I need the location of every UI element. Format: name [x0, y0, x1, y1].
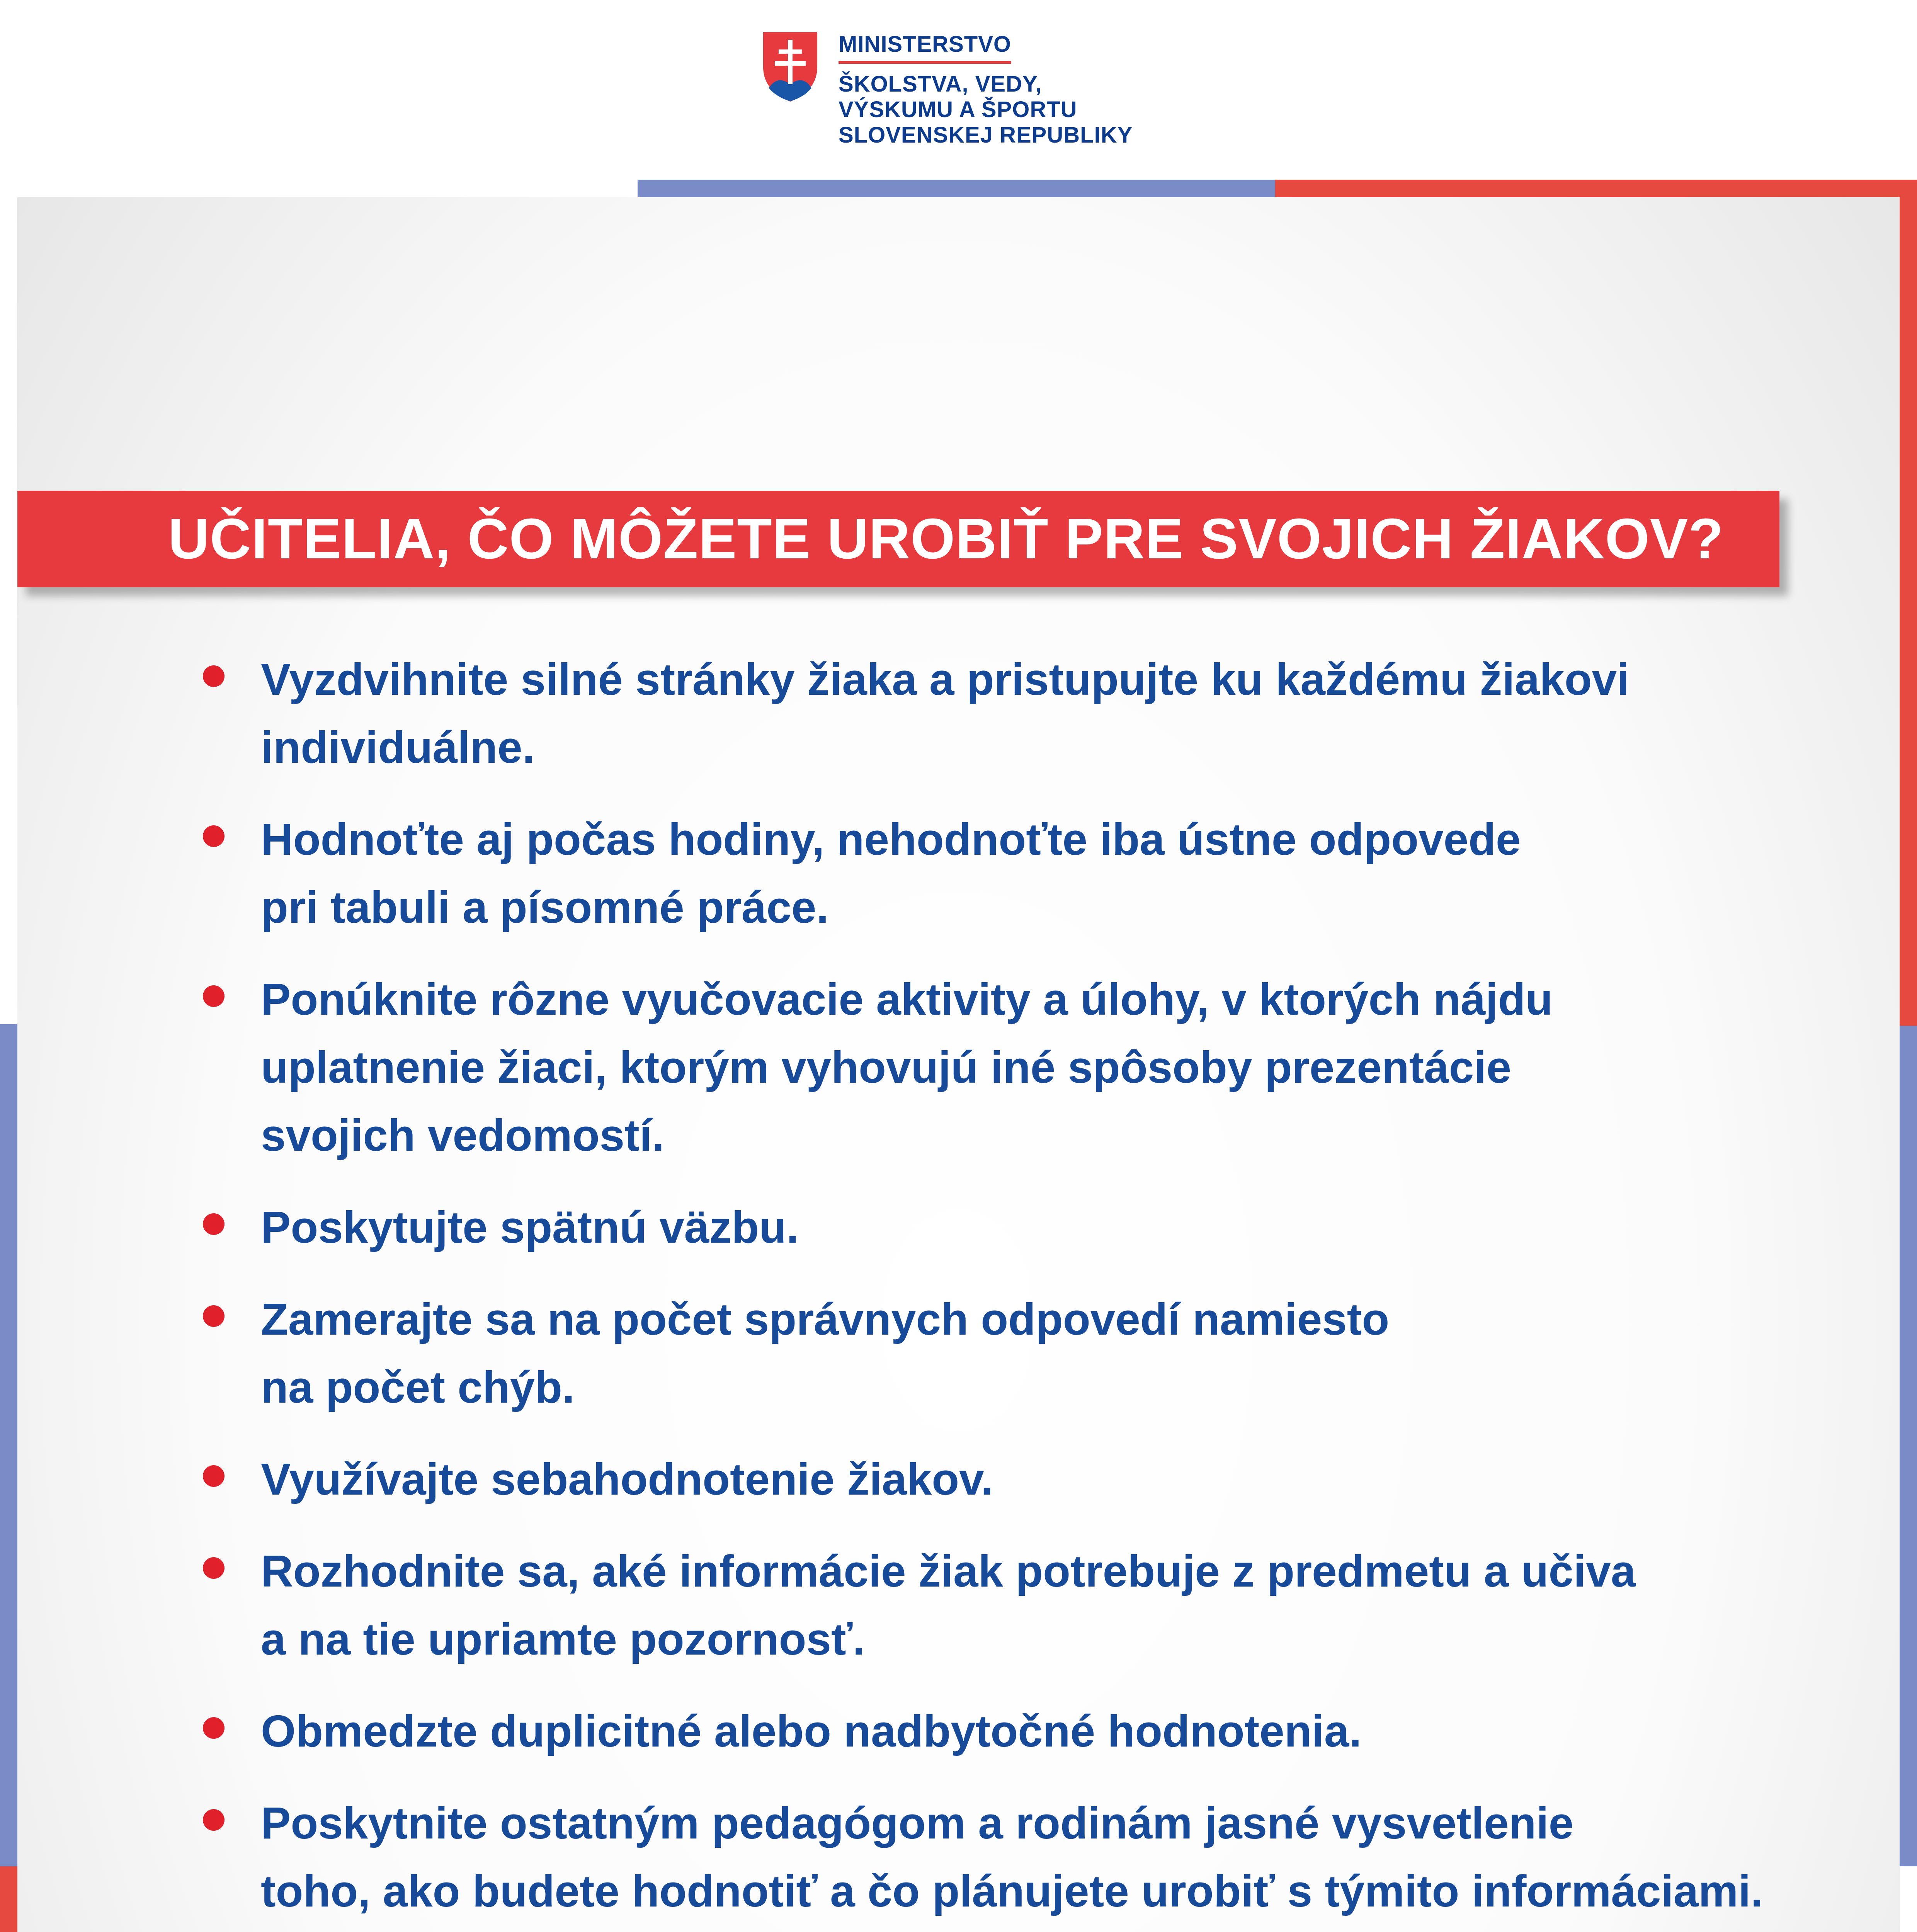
tip-text	[261, 805, 1818, 941]
ministry-logo	[761, 30, 1148, 158]
tip-item	[195, 805, 1818, 941]
tip-text-line: Vyzdvihnite silné stránky žiaka a pristupujte ku každému žiakovi	[261, 654, 1630, 704]
tip-text	[261, 965, 1818, 1169]
tip-item	[195, 1193, 1818, 1261]
tip-item	[195, 1697, 1818, 1765]
bullet-dot-icon	[203, 1557, 225, 1579]
tip-text-line: Využívajte sebahodnotenie žiakov.	[261, 1454, 993, 1504]
tip-text-line: toho, ako budete hodnotiť a čo plánujete urobiť s týmito informáciami.	[261, 1866, 1763, 1916]
ministry-name	[839, 30, 1133, 148]
title-banner	[17, 491, 1779, 587]
bullet-dot-icon	[203, 1465, 225, 1487]
tip-item	[195, 1789, 1818, 1925]
tip-text-line: Ponúknite rôzne vyučovacie aktivity a úlohy, v ktorých nájdu	[261, 974, 1553, 1024]
bullet-dot-icon	[203, 1213, 225, 1235]
tip-text	[261, 1537, 1818, 1673]
bullet-dot-icon	[203, 1305, 225, 1327]
bullet-dot-icon	[203, 1809, 225, 1831]
tip-text-line: svojich vedomostí.	[261, 1110, 665, 1160]
tip-text-line: Rozhodnite sa, aké informácie žiak potrebuje z predmetu a učiva	[261, 1546, 1636, 1596]
tip-text	[261, 1285, 1818, 1421]
tip-text-line: a na tie upriamte pozornosť.	[261, 1614, 865, 1664]
tip-text	[261, 1697, 1818, 1765]
tip-item	[195, 1285, 1818, 1421]
tip-text	[261, 1789, 1818, 1925]
ministry-line-4: SLOVENSKEJ REPUBLIKY	[839, 122, 1133, 148]
frame-stripe-top-blue	[638, 180, 1275, 197]
bullet-dot-icon	[203, 825, 225, 847]
tips-list	[195, 645, 1818, 1932]
content-panel	[17, 197, 1900, 1932]
frame-stripe-top-red	[1275, 180, 1917, 197]
tip-item	[195, 1445, 1818, 1513]
tip-text	[261, 645, 1818, 781]
tip-text-line: na počet chýb.	[261, 1362, 575, 1412]
tip-item	[195, 965, 1818, 1169]
tip-text-line: Zamerajte sa na počet správnych odpovedí namiesto	[261, 1294, 1390, 1344]
bullet-dot-icon	[203, 665, 225, 687]
ministry-line-3: VÝSKUMU A ŠPORTU	[839, 97, 1077, 122]
tip-text	[261, 1445, 1818, 1513]
bullet-dot-icon	[203, 1717, 225, 1739]
tip-item	[195, 645, 1818, 781]
ministry-line-2: ŠKOLSTVA, VEDY,	[839, 71, 1042, 97]
page-title: UČITELIA, ČO MÔŽETE UROBIŤ PRE SVOJICH ŽIAKOV?	[168, 507, 1724, 571]
tip-text-line: Poskytujte spätnú väzbu.	[261, 1202, 799, 1252]
tip-text	[261, 1193, 1818, 1261]
frame-stripe-left-red	[0, 1866, 17, 1932]
frame-stripe-right-red	[1900, 180, 1917, 1026]
frame-stripe-left-blue	[0, 1024, 17, 1866]
tip-text-line: Hodnoťte aj počas hodiny, nehodnoťte iba ústne odpovede	[261, 814, 1521, 864]
tip-text-line: individuálne.	[261, 722, 535, 772]
slovak-coat-of-arms-icon	[761, 30, 819, 104]
tip-item	[195, 1537, 1818, 1673]
tip-text-line: Poskytnite ostatným pedagógom a rodinám jasné vysvetlenie	[261, 1798, 1574, 1848]
ministry-line-1: MINISTERSTVO	[839, 30, 1011, 64]
tip-text-line: Obmedzte duplicitné alebo nadbytočné hodnotenia.	[261, 1706, 1362, 1756]
frame-stripe-right-blue	[1900, 1026, 1917, 1866]
tip-text-line: uplatnenie žiaci, ktorým vyhovujú iné spôsoby prezentácie	[261, 1042, 1511, 1092]
tip-text-line: pri tabuli a písomné práce.	[261, 882, 829, 932]
bullet-dot-icon	[203, 985, 225, 1007]
